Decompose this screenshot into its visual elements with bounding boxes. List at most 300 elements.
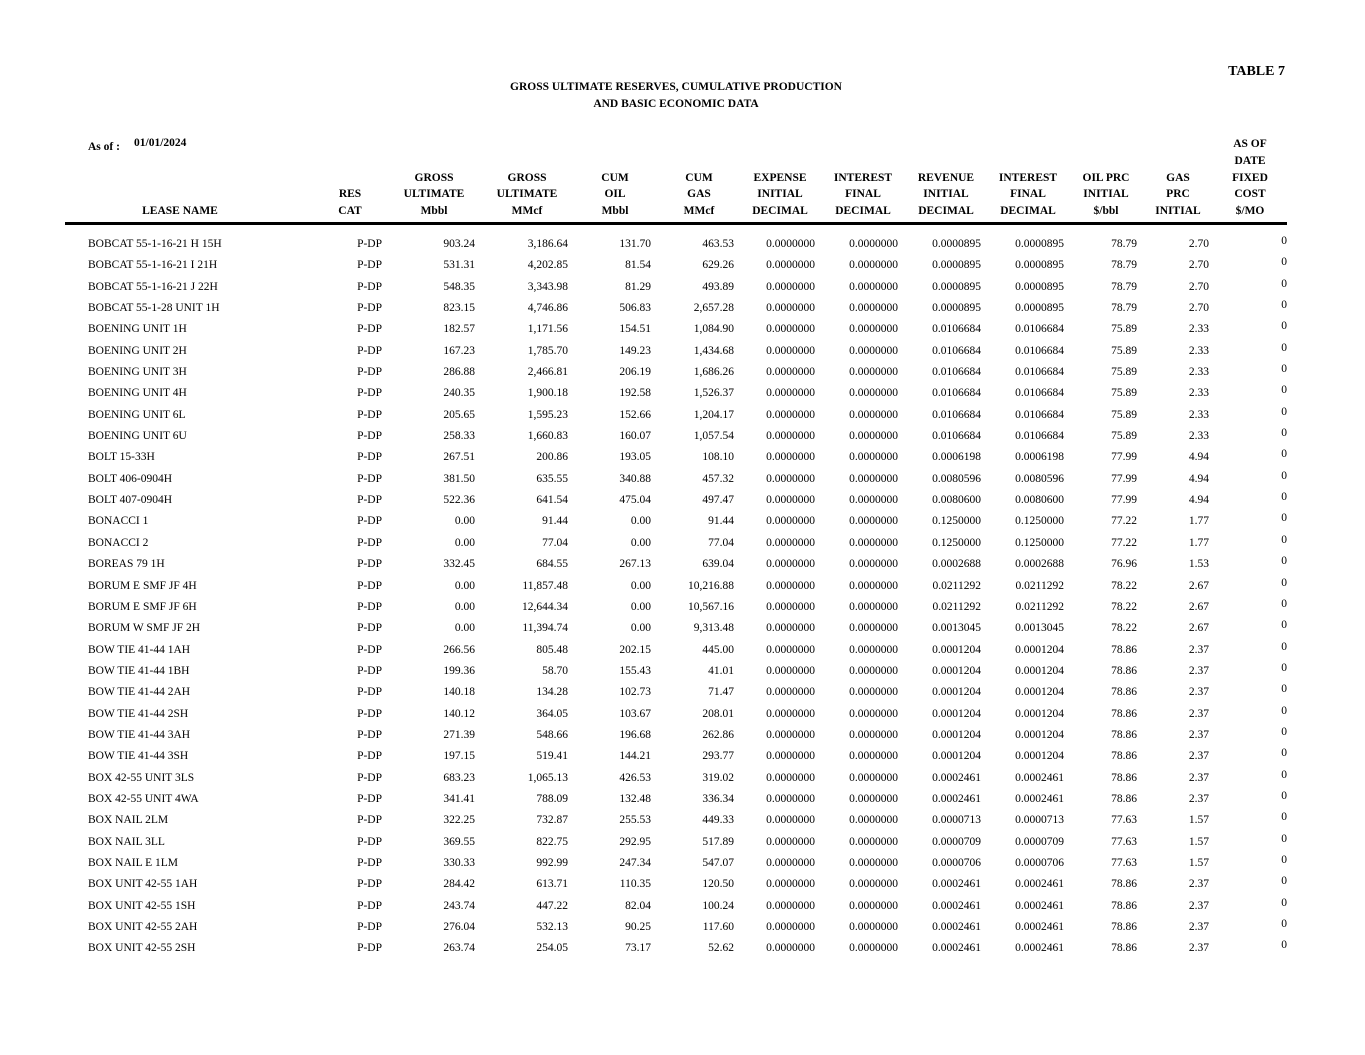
cell-interest-final: 0.0000000 — [849, 430, 898, 443]
cell-interest-final-2: 0.0001204 — [1015, 643, 1064, 656]
cell-oil-price: 78.79 — [1111, 238, 1137, 250]
cell-fixed-cost: 0 — [1281, 918, 1287, 930]
cell-interest-final: 0.0000000 — [849, 536, 898, 549]
cell-cum-gas: 52.62 — [708, 942, 734, 955]
cell-interest-final: 0.0000000 — [849, 494, 898, 507]
cell-lease-name: BORUM W SMF JF 2H — [88, 622, 201, 635]
cell-interest-final-2: 0.0002461 — [1015, 771, 1064, 784]
cell-oil-price: 78.86 — [1111, 686, 1137, 699]
cell-cum-oil: 81.54 — [625, 259, 651, 272]
cell-interest-final: 0.0000000 — [849, 835, 898, 848]
cell-cum-oil: 152.66 — [619, 408, 651, 421]
cell-interest-final: 0.0000000 — [849, 899, 898, 912]
cell-gas-price: 2.37 — [1188, 664, 1209, 677]
cell-oil-price: 75.89 — [1111, 430, 1137, 443]
cell-expense-initial: 0.0000000 — [766, 771, 815, 784]
header-line: OIL — [604, 188, 626, 201]
cell-interest-final-2: 0.0002461 — [1015, 942, 1064, 955]
cell-gross-oil: 823.15 — [443, 302, 475, 315]
header-line: INITIAL — [1155, 205, 1201, 218]
cell-lease-name: BOW TIE 41-44 2SH — [88, 707, 189, 720]
cell-interest-final: 0.0000000 — [849, 515, 898, 528]
cell-gross-gas: 992.99 — [536, 856, 568, 869]
cell-gas-price: 2.37 — [1188, 792, 1209, 805]
cell-oil-price: 77.63 — [1111, 856, 1137, 869]
header-line: DECIMAL — [835, 205, 891, 218]
cell-revenue-initial: 0.0013045 — [932, 622, 981, 635]
cell-oil-price: 78.79 — [1111, 259, 1137, 272]
cell-oil-price: 77.99 — [1111, 494, 1137, 507]
cell-interest-final: 0.0000000 — [849, 622, 898, 635]
cell-gas-price: 2.33 — [1188, 366, 1209, 379]
header-rule — [65, 222, 1287, 225]
cell-cum-oil: 81.29 — [625, 280, 651, 293]
cell-lease-name: BOX UNIT 42-55 1AH — [88, 878, 198, 891]
cell-gross-gas: 1,785.70 — [527, 344, 568, 357]
cell-res-cat: P-DP — [357, 558, 382, 571]
cell-oil-price: 75.89 — [1111, 366, 1137, 379]
cell-revenue-initial: 0.0001204 — [932, 707, 981, 720]
cell-cum-oil: 155.43 — [619, 664, 651, 677]
cell-gross-gas: 91.44 — [542, 515, 568, 528]
cell-gross-gas: 364.05 — [536, 707, 568, 720]
cell-res-cat: P-DP — [357, 472, 382, 485]
cell-expense-initial: 0.0000000 — [766, 558, 815, 571]
cell-fixed-cost: 0 — [1281, 341, 1287, 354]
cell-gas-price: 2.37 — [1188, 686, 1209, 699]
cell-lease-name: BOENING UNIT 1H — [88, 323, 187, 336]
cell-gross-gas: 822.75 — [536, 835, 568, 848]
cell-cum-gas: 100.24 — [702, 899, 734, 912]
cell-gross-gas: 77.04 — [542, 536, 568, 549]
cell-cum-oil: 0.00 — [630, 622, 651, 635]
cell-lease-name: BOX UNIT 42-55 1SH — [88, 899, 196, 912]
table-row — [0, 317, 1365, 338]
cell-fixed-cost: 0 — [1281, 832, 1287, 845]
cell-lease-name: BONACCI 1 — [88, 515, 149, 528]
cell-cum-oil: 149.23 — [619, 344, 651, 357]
cell-interest-final-2: 0.0000895 — [1015, 302, 1064, 315]
cell-expense-initial: 0.0000000 — [766, 323, 815, 336]
cell-fixed-cost: 0 — [1281, 320, 1287, 333]
cell-res-cat: P-DP — [357, 686, 382, 699]
cell-interest-final: 0.0000000 — [849, 792, 898, 805]
cell-interest-final: 0.0000000 — [849, 323, 898, 336]
cell-fixed-cost: 0 — [1281, 235, 1287, 247]
cell-cum-oil: 475.04 — [619, 494, 651, 507]
cell-lease-name: BOX 42-55 UNIT 3LS — [88, 771, 195, 784]
cell-res-cat: P-DP — [357, 707, 382, 720]
header-line: CAT — [338, 205, 362, 218]
cell-oil-price: 78.86 — [1111, 643, 1137, 656]
cell-res-cat: P-DP — [357, 728, 382, 741]
cell-lease-name: BOW TIE 41-44 2AH — [88, 686, 191, 699]
cell-lease-name: BOBCAT 55-1-16-21 H 15H — [88, 238, 222, 250]
cell-lease-name: BOX UNIT 42-55 2SH — [88, 942, 196, 955]
cell-gross-gas: 1,595.23 — [527, 408, 568, 421]
cell-expense-initial: 0.0000000 — [766, 921, 815, 933]
cell-gross-oil: 286.88 — [443, 366, 475, 379]
cell-gross-gas: 11,394.74 — [522, 622, 568, 635]
cell-expense-initial: 0.0000000 — [766, 643, 815, 656]
cell-oil-price: 76.96 — [1111, 558, 1137, 571]
cell-cum-oil: 160.07 — [619, 430, 651, 443]
cell-fixed-cost: 0 — [1281, 896, 1287, 909]
cell-fixed-cost: 0 — [1281, 619, 1287, 632]
cell-gross-oil: 330.33 — [443, 856, 475, 869]
header-oil-prc — [1076, 170, 1136, 220]
cell-oil-price: 78.86 — [1111, 707, 1137, 720]
cell-revenue-initial: 0.0106684 — [932, 344, 981, 357]
cell-oil-price: 78.79 — [1111, 280, 1137, 293]
cell-revenue-initial: 0.0001204 — [932, 750, 981, 763]
table-row — [0, 766, 1365, 787]
cell-expense-initial: 0.0000000 — [766, 792, 815, 805]
cell-cum-gas: 10,216.88 — [688, 579, 734, 592]
cell-cum-gas: 629.26 — [702, 259, 734, 272]
header-line: DECIMAL — [752, 205, 808, 218]
cell-gross-oil: 0.00 — [454, 600, 475, 613]
cell-gross-gas: 3,186.64 — [527, 238, 568, 250]
cell-gross-gas: 641.54 — [536, 494, 568, 507]
cell-interest-final-2: 0.0006198 — [1015, 451, 1064, 464]
cell-fixed-cost: 0 — [1281, 939, 1287, 952]
cell-gas-price: 4.94 — [1188, 451, 1209, 464]
cell-gross-oil: 140.12 — [443, 707, 475, 720]
cell-gross-gas: 2,466.81 — [527, 366, 568, 379]
cell-lease-name: BOREAS 79 1H — [88, 558, 165, 571]
cell-gross-oil: 322.25 — [443, 814, 475, 827]
header-gross-gas — [487, 170, 567, 220]
cell-interest-final-2: 0.0080600 — [1015, 494, 1064, 507]
cell-oil-price: 77.63 — [1111, 814, 1137, 827]
cell-gross-gas: 12,644.34 — [522, 600, 568, 613]
cell-lease-name: BOX NAIL 2LM — [88, 814, 169, 827]
header-line: EXPENSE — [753, 171, 807, 184]
cell-revenue-initial: 0.0106684 — [932, 366, 981, 379]
table-row — [0, 680, 1365, 701]
header-line: DECIMAL — [918, 205, 974, 218]
cell-cum-gas: 71.47 — [708, 686, 734, 699]
cell-oil-price: 77.22 — [1111, 515, 1137, 528]
cell-cum-gas: 336.34 — [702, 792, 734, 805]
cell-expense-initial: 0.0000000 — [766, 878, 815, 891]
cell-res-cat: P-DP — [357, 899, 382, 912]
cell-revenue-initial: 0.0006198 — [932, 451, 981, 464]
cell-cum-gas: 497.47 — [702, 494, 734, 507]
cell-gas-price: 1.57 — [1188, 835, 1209, 848]
cell-fixed-cost: 0 — [1281, 405, 1287, 418]
header-line: COST — [1234, 188, 1266, 201]
header-cum-gas — [669, 170, 729, 220]
cell-interest-final-2: 0.1250000 — [1015, 536, 1064, 549]
cell-expense-initial: 0.0000000 — [766, 430, 815, 443]
cell-gross-oil: 548.35 — [443, 280, 475, 293]
cell-cum-oil: 0.00 — [630, 536, 651, 549]
cell-interest-final-2: 0.0002461 — [1015, 792, 1064, 805]
cell-res-cat: P-DP — [357, 430, 382, 443]
cell-res-cat: P-DP — [357, 259, 382, 272]
cell-gas-price: 2.37 — [1188, 899, 1209, 912]
cell-gas-price: 1.77 — [1188, 515, 1209, 528]
as-of-label: As of : — [88, 141, 120, 153]
table-row — [0, 744, 1365, 765]
cell-gross-gas: 58.70 — [542, 664, 568, 677]
cell-gas-price: 2.67 — [1188, 622, 1209, 635]
cell-gross-oil: 197.15 — [443, 750, 475, 763]
cell-cum-gas: 1,686.26 — [693, 366, 734, 379]
cell-lease-name: BOENING UNIT 3H — [88, 366, 187, 379]
cell-cum-oil: 144.21 — [619, 750, 651, 763]
cell-oil-price: 78.86 — [1111, 792, 1137, 805]
cell-cum-oil: 340.88 — [619, 472, 651, 485]
cell-oil-price: 77.99 — [1111, 472, 1137, 485]
cell-cum-gas: 445.00 — [702, 643, 734, 656]
cell-expense-initial: 0.0000000 — [766, 664, 815, 677]
cell-lease-name: BONACCI 2 — [88, 536, 149, 549]
cell-res-cat: P-DP — [357, 344, 382, 357]
cell-expense-initial: 0.0000000 — [766, 366, 815, 379]
cell-gross-oil: 199.36 — [443, 664, 475, 677]
cell-interest-final: 0.0000000 — [849, 686, 898, 699]
cell-interest-final-2: 0.0013045 — [1015, 622, 1064, 635]
cell-cum-oil: 292.95 — [619, 835, 651, 848]
header-line: MMcf — [511, 205, 543, 218]
cell-gross-gas: 684.55 — [536, 558, 568, 571]
cell-interest-final: 0.0000000 — [849, 664, 898, 677]
cell-revenue-initial: 0.0106684 — [932, 387, 981, 400]
cell-gross-gas: 134.28 — [536, 686, 568, 699]
cell-res-cat: P-DP — [357, 323, 382, 336]
cell-interest-final: 0.0000000 — [849, 921, 898, 933]
cell-interest-final-2: 0.0106684 — [1015, 408, 1064, 421]
table-row — [0, 509, 1365, 530]
cell-gas-price: 2.37 — [1188, 707, 1209, 720]
cell-gross-gas: 447.22 — [536, 899, 568, 912]
cell-revenue-initial: 0.0001204 — [932, 728, 981, 741]
cell-gas-price: 2.37 — [1188, 750, 1209, 763]
cell-cum-oil: 132.48 — [619, 792, 651, 805]
cell-revenue-initial: 0.0000895 — [932, 238, 981, 250]
header-lease-name — [110, 203, 250, 220]
cell-revenue-initial: 0.0211292 — [932, 579, 981, 592]
table-row — [0, 424, 1365, 445]
cell-interest-final-2: 0.0000895 — [1015, 259, 1064, 272]
cell-expense-initial: 0.0000000 — [766, 259, 815, 272]
cell-gas-price: 1.57 — [1188, 814, 1209, 827]
cell-gross-oil: 531.31 — [443, 259, 475, 272]
cell-revenue-initial: 0.0001204 — [932, 664, 981, 677]
cell-expense-initial: 0.0000000 — [766, 408, 815, 421]
cell-cum-gas: 120.50 — [702, 878, 734, 891]
cell-gross-oil: 0.00 — [454, 579, 475, 592]
cell-lease-name: BOX NAIL 3LL — [88, 835, 165, 848]
header-line: GAS — [1166, 171, 1190, 184]
cell-lease-name: BOX 42-55 UNIT 4WA — [88, 792, 199, 805]
cell-cum-gas: 108.10 — [702, 451, 734, 464]
cell-lease-name: BOENING UNIT 2H — [88, 344, 187, 357]
cell-gas-price: 2.37 — [1188, 921, 1209, 933]
cell-cum-oil: 103.67 — [619, 707, 651, 720]
cell-cum-gas: 41.01 — [708, 664, 734, 677]
header-line: PRC — [1166, 188, 1190, 201]
table-row — [0, 616, 1365, 637]
cell-cum-oil: 426.53 — [619, 771, 651, 784]
cell-expense-initial: 0.0000000 — [766, 707, 815, 720]
cell-gross-oil: 240.35 — [443, 387, 475, 400]
cell-expense-initial: 0.0000000 — [766, 750, 815, 763]
cell-gas-price: 2.33 — [1188, 408, 1209, 421]
cell-lease-name: BOLT 406-0904H — [88, 472, 173, 485]
cell-gross-oil: 267.51 — [443, 451, 475, 464]
cell-gross-gas: 788.09 — [536, 792, 568, 805]
cell-expense-initial: 0.0000000 — [766, 302, 815, 315]
cell-cum-gas: 1,084.90 — [693, 323, 734, 336]
table-row — [0, 574, 1365, 595]
cell-cum-gas: 208.01 — [702, 707, 734, 720]
header-interest-final-2 — [993, 170, 1063, 220]
cell-revenue-initial: 0.0000713 — [932, 814, 981, 827]
cell-interest-final-2: 0.0106684 — [1015, 344, 1064, 357]
cell-gross-oil: 243.74 — [443, 899, 475, 912]
header-line: LEASE NAME — [142, 205, 218, 218]
cell-gross-gas: 1,660.83 — [527, 430, 568, 443]
header-line: DECIMAL — [1000, 205, 1056, 218]
header-gas-prc — [1148, 170, 1208, 220]
table-row — [0, 531, 1365, 552]
table-row — [0, 403, 1365, 424]
cell-gas-price: 1.53 — [1188, 558, 1209, 571]
cell-expense-initial: 0.0000000 — [766, 579, 815, 592]
cell-res-cat: P-DP — [357, 942, 382, 955]
table-row — [0, 339, 1365, 360]
cell-interest-final-2: 0.1250000 — [1015, 515, 1064, 528]
cell-fixed-cost: 0 — [1281, 384, 1287, 397]
cell-expense-initial: 0.0000000 — [766, 536, 815, 549]
cell-oil-price: 75.89 — [1111, 344, 1137, 357]
header-line: OIL PRC — [1082, 171, 1130, 184]
cell-expense-initial: 0.0000000 — [766, 835, 815, 848]
cell-gross-oil: 205.65 — [443, 408, 475, 421]
cell-interest-final-2: 0.0002461 — [1015, 878, 1064, 891]
cell-lease-name: BOENING UNIT 6U — [88, 430, 187, 443]
cell-res-cat: P-DP — [357, 238, 382, 250]
header-res-cat — [330, 186, 370, 220]
cell-cum-oil: 506.83 — [619, 302, 651, 315]
cell-res-cat: P-DP — [357, 643, 382, 656]
cell-res-cat: P-DP — [357, 387, 382, 400]
cell-cum-gas: 493.89 — [702, 280, 734, 293]
cell-fixed-cost: 0 — [1281, 661, 1287, 674]
cell-expense-initial: 0.0000000 — [766, 344, 815, 357]
table-row — [0, 638, 1365, 659]
cell-cum-gas: 117.60 — [702, 921, 734, 933]
cell-res-cat: P-DP — [357, 494, 382, 507]
cell-res-cat: P-DP — [357, 366, 382, 379]
cell-interest-final-2: 0.0000706 — [1015, 856, 1064, 869]
cell-interest-final: 0.0000000 — [849, 771, 898, 784]
cell-cum-gas: 1,434.68 — [693, 344, 734, 357]
cell-cum-gas: 10,567.16 — [688, 600, 734, 613]
cell-gross-oil: 263.74 — [443, 942, 475, 955]
cell-gross-oil: 266.56 — [443, 643, 475, 656]
cell-cum-gas: 1,057.54 — [693, 430, 734, 443]
table-row — [0, 381, 1365, 402]
cell-gross-oil: 903.24 — [443, 238, 475, 250]
cell-revenue-initial: 0.0000895 — [932, 280, 981, 293]
header-line: FIXED — [1232, 171, 1268, 184]
cell-interest-final: 0.0000000 — [849, 579, 898, 592]
cell-cum-gas: 2,657.28 — [693, 302, 734, 315]
cell-interest-final-2: 0.0001204 — [1015, 728, 1064, 741]
header-line: MMcf — [683, 205, 715, 218]
cell-gross-gas: 1,065.13 — [527, 771, 568, 784]
report-title-line-2: AND BASIC ECONOMIC DATA — [593, 98, 759, 110]
cell-gross-oil: 276.04 — [443, 921, 475, 933]
cell-cum-oil: 154.51 — [619, 323, 651, 336]
table-row — [0, 936, 1365, 957]
header-line: DATE — [1234, 154, 1266, 167]
cell-oil-price: 77.22 — [1111, 536, 1137, 549]
cell-fixed-cost: 0 — [1281, 704, 1287, 717]
header-line: GROSS — [507, 171, 547, 184]
cell-fixed-cost: 0 — [1281, 853, 1287, 866]
cell-gross-gas: 1,171.56 — [527, 323, 568, 336]
cell-cum-gas: 457.32 — [702, 472, 734, 485]
cell-expense-initial: 0.0000000 — [766, 814, 815, 827]
table-row — [0, 488, 1365, 509]
cell-gas-price: 2.70 — [1188, 302, 1209, 315]
cell-oil-price: 78.86 — [1111, 921, 1137, 933]
cell-revenue-initial: 0.0106684 — [932, 408, 981, 421]
cell-revenue-initial: 0.0106684 — [932, 430, 981, 443]
cell-gross-gas: 532.13 — [536, 921, 568, 933]
cell-interest-final: 0.0000000 — [849, 387, 898, 400]
cell-gas-price: 2.37 — [1188, 643, 1209, 656]
cell-gross-oil: 369.55 — [443, 835, 475, 848]
cell-lease-name: BOBCAT 55-1-28 UNIT 1H — [88, 302, 220, 315]
cell-gas-price: 2.37 — [1188, 878, 1209, 891]
reserves-table — [0, 232, 1365, 958]
cell-res-cat: P-DP — [357, 771, 382, 784]
cell-revenue-initial: 0.0002461 — [932, 792, 981, 805]
cell-gross-oil: 0.00 — [454, 515, 475, 528]
cell-interest-final: 0.0000000 — [849, 451, 898, 464]
header-line: INITIAL — [923, 188, 969, 201]
cell-gas-price: 4.94 — [1188, 472, 1209, 485]
cell-gross-gas: 254.05 — [536, 942, 568, 955]
cell-gross-gas: 3,343.98 — [527, 280, 568, 293]
cell-oil-price: 78.86 — [1111, 771, 1137, 784]
cell-cum-oil: 102.73 — [619, 686, 651, 699]
cell-revenue-initial: 0.1250000 — [932, 515, 981, 528]
cell-oil-price: 78.22 — [1111, 579, 1137, 592]
cell-fixed-cost: 0 — [1281, 512, 1287, 525]
cell-expense-initial: 0.0000000 — [766, 472, 815, 485]
cell-fixed-cost: 0 — [1281, 427, 1287, 440]
cell-gross-oil: 522.36 — [443, 494, 475, 507]
table-row — [0, 808, 1365, 829]
cell-oil-price: 78.86 — [1111, 942, 1137, 955]
table-row — [0, 253, 1365, 274]
cell-gas-price: 2.33 — [1188, 344, 1209, 357]
header-line: CUM — [685, 171, 713, 184]
cell-fixed-cost: 0 — [1281, 363, 1287, 376]
cell-oil-price: 77.63 — [1111, 835, 1137, 848]
cell-gross-oil: 332.45 — [443, 558, 475, 571]
cell-cum-oil: 192.58 — [619, 387, 651, 400]
cell-gross-oil: 140.18 — [443, 686, 475, 699]
